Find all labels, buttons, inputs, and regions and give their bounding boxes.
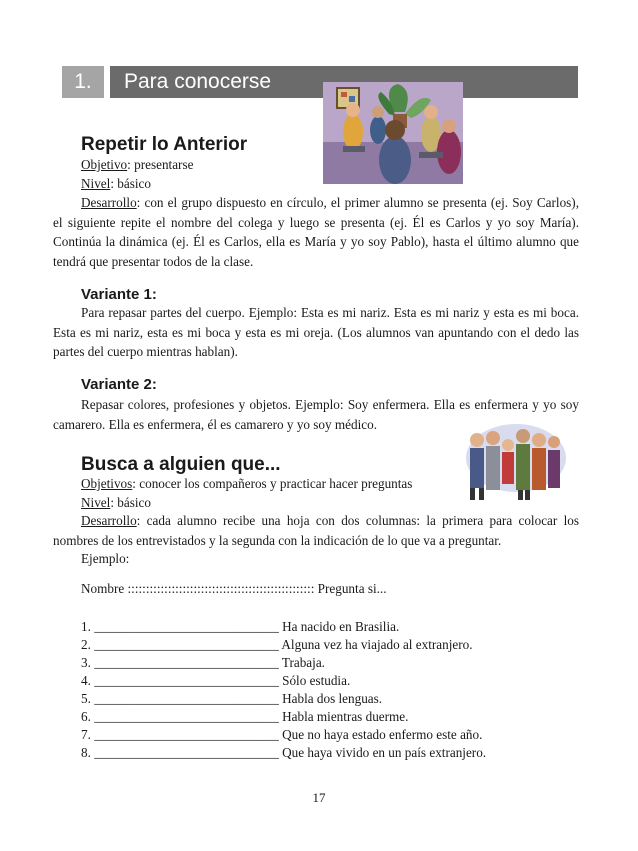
list-item: 8. ____________________________ Que haya vivido en un país extranjero. xyxy=(81,745,487,760)
columns-header: Nombre ::::::::::::::::::::::::::::::::::::::::::::::::::: Pregunta si... xyxy=(81,581,387,596)
section2-title: Busca a alguien que... xyxy=(81,454,281,475)
list-item: 6. ____________________________ Habla mientras duerme. xyxy=(81,709,409,724)
section-header xyxy=(62,66,578,98)
objetivo-label: Objetivo xyxy=(81,157,128,172)
desarrollo2-text: : cada alumno recibe una hoja con dos columnas: la primera para colocar los nombres de los entrevistados y la segunda con la indicación de lo que va a preguntar. xyxy=(53,513,579,548)
objetivo-value: : presentarse xyxy=(127,157,194,172)
list-item: 1. ____________________________ Ha nacido en Brasilia. xyxy=(81,619,400,634)
nivel2-line xyxy=(81,495,151,511)
objetivos-line xyxy=(81,476,412,492)
variante1-title: Variante 1: xyxy=(81,286,157,303)
variante1-text: Para repasar partes del cuerpo. Ejemplo: Esta es mi nariz. Esta es mi nariz y esta es mi boca. Esta es mi nariz, esta es mi boca y esta es mi oreja. (Los alumnos van apuntando con el dedo las partes del cuerpo mientras hablan). xyxy=(53,305,579,360)
section-number: 1. xyxy=(62,66,104,98)
nivel2-label: Nivel xyxy=(81,495,111,510)
list-item: 2. ____________________________ Alguna vez ha viajado al extranjero. xyxy=(81,637,473,652)
desarrollo-text: : con el grupo dispuesto en círculo, el primer alumno se presenta (ej. Soy Carlos), el siguiente repite el nombre del colega y luego se presenta (ej. Él es Carlos y yo soy María). Continúa la dinámica (ej. Él es Carlos, ella es María y yo soy Pablo), hasta el último alumno que tendrá que presentar todos de la clase. xyxy=(53,195,579,269)
section-title: Para conocerse xyxy=(110,66,578,98)
nivel-value: : básico xyxy=(110,176,151,191)
variante2-title: Variante 2: xyxy=(81,376,157,393)
group-meeting-illustration xyxy=(323,82,463,184)
list-item: 5. ____________________________ Habla dos lenguas. xyxy=(81,691,383,706)
page-number: 17 xyxy=(312,790,326,805)
list-item: 7. ____________________________ Que no haya estado enfermo este año. xyxy=(81,727,483,742)
list-item: 3. ____________________________ Trabaja. xyxy=(81,655,325,670)
desarrollo2-paragraph xyxy=(53,511,579,550)
objetivo-line xyxy=(81,157,193,173)
variante2-text: Repasar colores, profesiones y objetos. Ejemplo: Soy enfermera. Ella es enfermera y yo soy camarero. Ella es enfermera, él es camarero y yo soy médico. xyxy=(53,397,579,432)
section1-title: Repetir lo Anterior xyxy=(81,134,248,155)
people-group-illustration xyxy=(462,418,570,504)
ejemplo-label: Ejemplo: xyxy=(81,551,130,566)
objetivos-value: : conocer los compañeros y practicar hacer preguntas xyxy=(132,476,413,491)
desarrollo2-label: Desarrollo xyxy=(81,513,137,528)
desarrollo-label: Desarrollo xyxy=(81,195,137,210)
nivel2-value: : básico xyxy=(110,495,151,510)
list-item: 4. ____________________________ Sólo estudia. xyxy=(81,673,351,688)
objetivos-label: Objetivos xyxy=(81,476,133,491)
nivel-line xyxy=(81,176,151,192)
nivel-label: Nivel xyxy=(81,176,111,191)
desarrollo-paragraph xyxy=(53,193,579,271)
